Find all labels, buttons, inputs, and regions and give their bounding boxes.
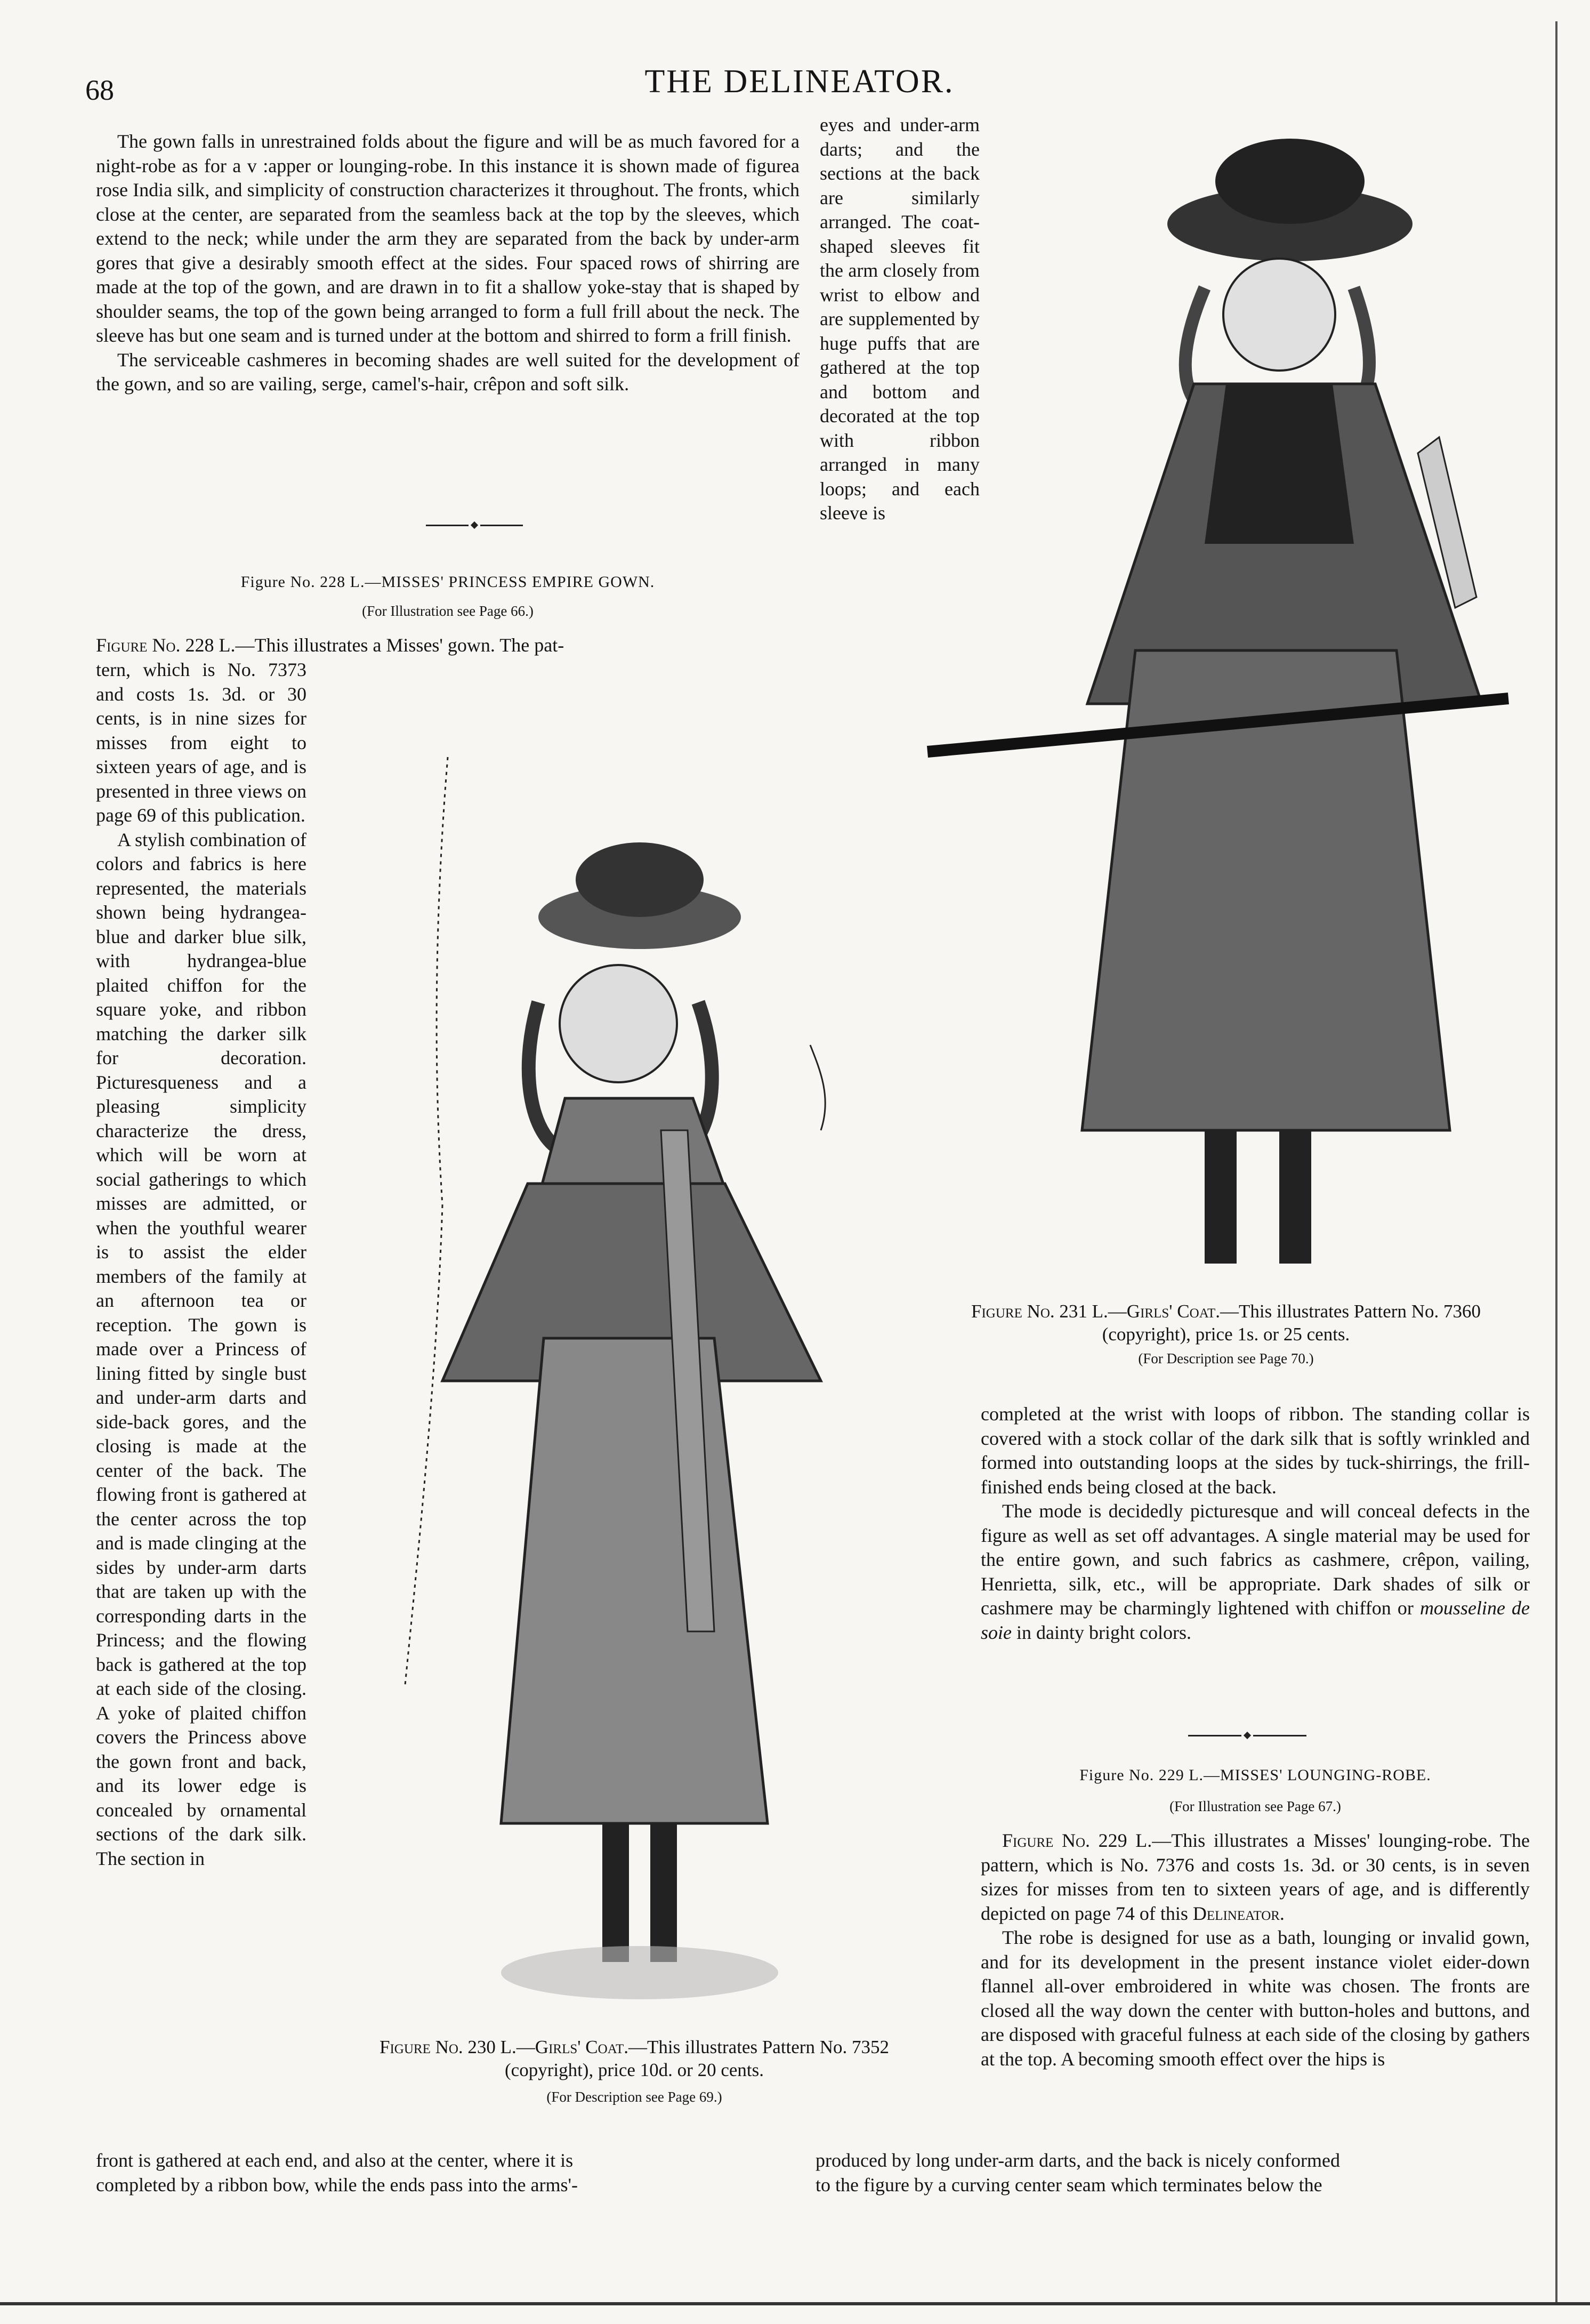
girl-in-caped-coat-engraving-icon xyxy=(341,725,917,2026)
figure-231-caption xyxy=(959,1300,1492,1346)
section-228-bottom-line-1: front is gathered at each end, and also at the center, where it is xyxy=(96,2150,574,2171)
section-228-subheading: (For Illustration see Page 66.) xyxy=(362,603,534,619)
section-228-bottom-lines xyxy=(96,2149,800,2197)
section-228-right-column-text: eyes and under-arm darts; and the sections at the back are similarly arranged. The coat-shaped sleeves fit the arm closely from wrist to elbow and are supplemented by huge puffs that are gathered at the top and bottom and decorated at the top with ribbon arranged in many loops; and each sleeve is xyxy=(820,114,980,524)
girl-in-cape-coat-with-cane-engraving-icon xyxy=(906,64,1524,1290)
section-228-mode-text-2: in dainty bright colors. xyxy=(1016,1621,1191,1643)
section-228-body-1: tern, which is No. 7373 and costs 1s. 3d. or 30 cents, is in nine sizes for misses from eight to sixteen years of age, and is presented in three views on page 69 of this publication. xyxy=(96,659,306,826)
figure-230-reference: (For Description see Page 69.) xyxy=(546,2089,722,2105)
figure-231-illustration xyxy=(906,64,1524,1290)
figure-230-caption-label: Figure No. 230 L.—Girls' Coat. xyxy=(380,2037,629,2057)
scan-edge-right xyxy=(1555,21,1557,2303)
section-228-bottom-line-2: completed by a ribbon bow, while the ends pass into the arms'- xyxy=(96,2174,578,2196)
figure-231-reference: (For Description see Page 70.) xyxy=(1138,1350,1314,1366)
section-228-continuation xyxy=(981,1402,1530,1645)
figure-229-lead-text: —This illustrates a Misses' lounging-robe. The pattern, which is No. 7376 and costs 1s. 3d. or 30 cents, is in seven sizes for misses from ten to sixteen years of age, and is differently depicted on page 74 of this xyxy=(981,1830,1530,1924)
section-229-heading: Figure No. 229 L.—MISSES' LOUNGING-ROBE. xyxy=(1079,1766,1431,1784)
section-229-bottom-lines xyxy=(816,2149,1530,2197)
figure-230-caption-text: —This illustrates Pattern No. 7352 (copyright), price 10d. or 20 cents. xyxy=(505,2037,889,2080)
section-229-bottom-line-1: produced by long under-arm darts, and the back is nicely conformed xyxy=(816,2150,1340,2171)
scan-edge-bottom xyxy=(0,2302,1590,2305)
figure-231-caption-text: —This illustrates Pattern No. 7360 (copyright), price 1s. or 25 cents. xyxy=(1102,1301,1481,1345)
figure-231-caption-label: Figure No. 231 L.—Girls' Coat. xyxy=(971,1301,1221,1322)
section-228-body-2: A stylish combination of colors and fabrics is here represented, the materials shown being hydrangea-blue and darker blue silk, with hydrangea-blue plaited chiffon for the square yoke, and ribbon matching the darker silk for decoration. Picturesqueness and a pleasing simplicity characterize the dress, which will be worn at social gatherings to which misses are admitted, or when the youthful wearer is to assist the elder members of the family at an afternoon tea or reception. The gown is made over a Princess of lining fitted by single bust and under-arm darts and side-back gores, and the closing is made at the center of the back. The flowing front is gathered at the center across the top and is made clinging at the sides by under-arm darts that are taken up with the corresponding darts in the Princess; and the flowing back is gathered at the top at each side of the closing. A yoke of plaited chiffon covers the Princess above the gown front and back, and its lower edge is concealed by ornamental sections of the dark silk. The section in xyxy=(96,829,306,1869)
figure-230-caption xyxy=(341,2036,927,2081)
section-229-lead-paragraph xyxy=(981,1829,1530,1926)
page-number: 68 xyxy=(85,74,114,106)
section-228-continued-text: completed at the wrist with loops of ribbon. The standing collar is covered with a stock collar of the dark silk that is softly wrinkled and formed into outstanding loops at the sides by tuck-shirrings, the frill-finished ends being closed at the back. xyxy=(981,1403,1530,1498)
section-228-lead-line xyxy=(96,633,800,658)
section-229-body-1: The robe is designed for use as a bath, lounging or invalid gown, and for its development in the present instance violet eider-down flannel all-over embroidered in white was chosen. The fronts are closed all the way down the center with button-holes and buttons, and are disposed with graceful fulness at each side of the closing by gathers at the top. A becoming smooth effect over the hips is xyxy=(981,1927,1530,2070)
section-228-mode-paragraph xyxy=(981,1499,1530,1645)
intro-paragraph-1: The gown falls in unrestrained folds about the figure and will be as much favored for a night-robe as for a v :apper or lounging-robe. In this instance it is shown made of figurea rose India silk, and simplicity of construction characterizes it throughout. The fronts, which close at the center, are separated from the seamless back at the top by the sleeves, which extend to the neck; while under the arm they are separated from the back by under-arm gores that give a desirably smooth effect at the sides. Four spaced rows of shirring are made at the top of the gown, and are drawn in to fit a shallow yoke-stay that is shaped by shoulder seams, the top of the gown being arranged to form a full frill about the neck. The sleeve has but one seam and is turned under at the bottom and shirred to form a frill finish. xyxy=(96,131,800,346)
figure-229-label: Figure No. 229 L. xyxy=(1002,1830,1152,1851)
section-228-heading: Figure No. 228 L.—MISSES' PRINCESS EMPIRE GOWN. xyxy=(240,573,655,591)
section-228-mode-italic: mousseline de soie xyxy=(981,1597,1530,1643)
section-229-body xyxy=(981,1829,1530,2071)
figure-228-lead-text: —This illustrates a Misses' gown. The pat- xyxy=(235,634,564,656)
section-divider xyxy=(421,522,528,528)
figure-228-label: Figure No. 228 L. xyxy=(96,634,236,656)
section-229-bottom-line-2: to the figure by a curving center seam which terminates below the xyxy=(816,2174,1322,2196)
figure-229-lead-end: Delineator. xyxy=(1192,1902,1285,1924)
intro-paragraph-2: The serviceable cashmeres in becoming shades are well suited for the development of the gown, and so are vailing, serge, camel's-hair, crêpon and soft silk. xyxy=(96,349,800,395)
section-229-subheading: (For Illustration see Page 67.) xyxy=(1169,1798,1341,1814)
section-228-mode-text-1: The mode is decidedly picturesque and will conceal defects in the figure as well as set off advantages. A single material may be used for the entire gown, and such fabrics as cashmere, crêpon, vailing, Henrietta, silk, etc., will be appropriate. Dark shades of silk or cashmere may be charmingly lightened with chiffon or xyxy=(981,1500,1530,1619)
section-divider xyxy=(1183,1733,1311,1738)
section-228-narrow-column xyxy=(96,658,306,1871)
intro-block xyxy=(96,130,800,397)
figure-230-illustration xyxy=(341,725,917,2026)
running-title: THE DELINEATOR. xyxy=(644,63,955,100)
